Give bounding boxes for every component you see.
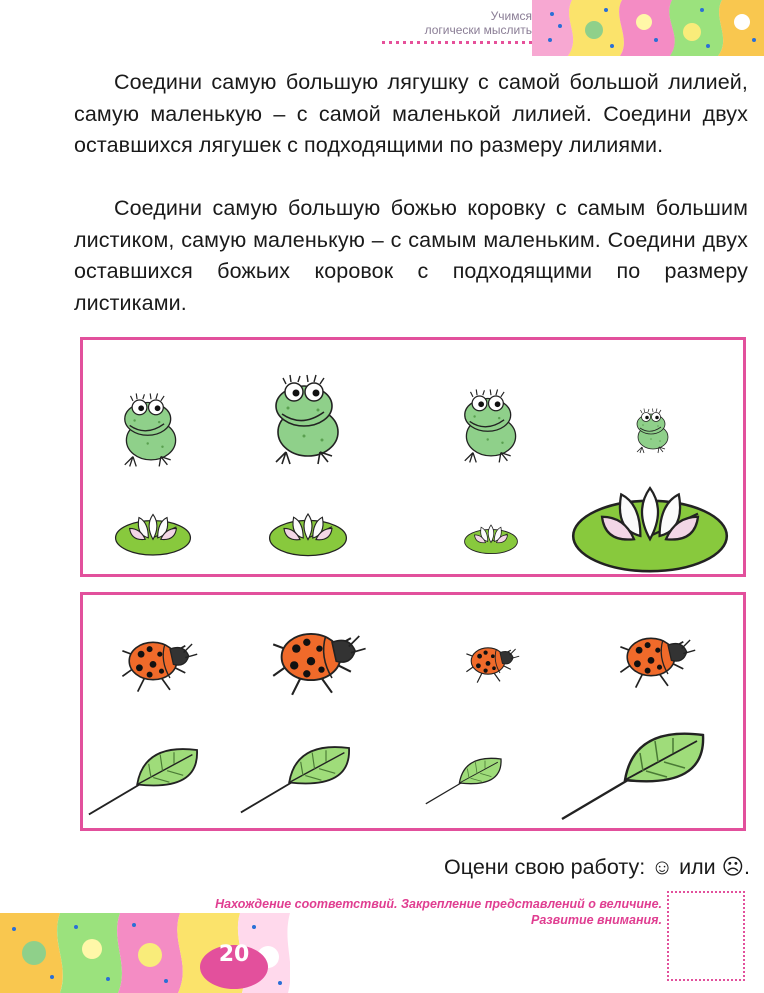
section-title-line-2: логически мыслить (424, 23, 532, 37)
page-number: 20 (218, 942, 250, 967)
frogs-and-lilies-panel (80, 337, 746, 577)
leaf-3[interactable] (426, 758, 501, 803)
ladybug-1[interactable] (122, 642, 197, 691)
ladybug-3[interactable] (466, 648, 519, 683)
ladybug-4[interactable] (620, 638, 695, 687)
frog-2[interactable] (276, 375, 338, 464)
ladybugs-and-leaves-illustration (83, 595, 743, 828)
skills-note-line-2: Развитие внимания. (531, 913, 662, 927)
leaf-4[interactable] (562, 734, 703, 819)
ladybugs-and-leaves-panel (80, 592, 746, 831)
lily-1[interactable] (116, 514, 191, 555)
frogs-and-lilies-illustration (83, 340, 743, 574)
self-assessment-prompt: Оцени свою работу: ☺ или ☹. (444, 855, 750, 879)
lily-2[interactable] (270, 514, 347, 556)
section-title-line-1: Учимся (490, 9, 532, 23)
section-title (352, 9, 532, 37)
leaf-2[interactable] (241, 747, 349, 812)
ladybug-2[interactable] (273, 634, 365, 695)
skills-note-line-1: Нахождение соответствий. Закрепление представлений о величине. (215, 897, 662, 911)
instruction-paragraph-frogs: Соедини самую большую лягушку с самой большой лилией, самую маленькую – с самой маленькой лилией. Соедини двух оставшихся лягушек с подходящими по размеру лилиями. (74, 70, 748, 157)
instruction-paragraph-ladybugs: Соедини самую большую божью коровку с самым большим листиком, самую маленькую – с самым маленьким. Соедини двух оставшихся божьих коровок с подходящими по размеру листиками. (74, 196, 748, 315)
frog-1[interactable] (125, 393, 176, 466)
lily-4[interactable] (573, 488, 727, 571)
leaf-1[interactable] (89, 749, 197, 814)
lily-3[interactable] (465, 525, 518, 554)
header-decoration (532, 0, 764, 56)
frog-4[interactable] (637, 409, 668, 454)
frog-3[interactable] (465, 389, 516, 462)
teacher-mark-box[interactable] (667, 891, 745, 981)
header-dotted-line (382, 41, 532, 44)
